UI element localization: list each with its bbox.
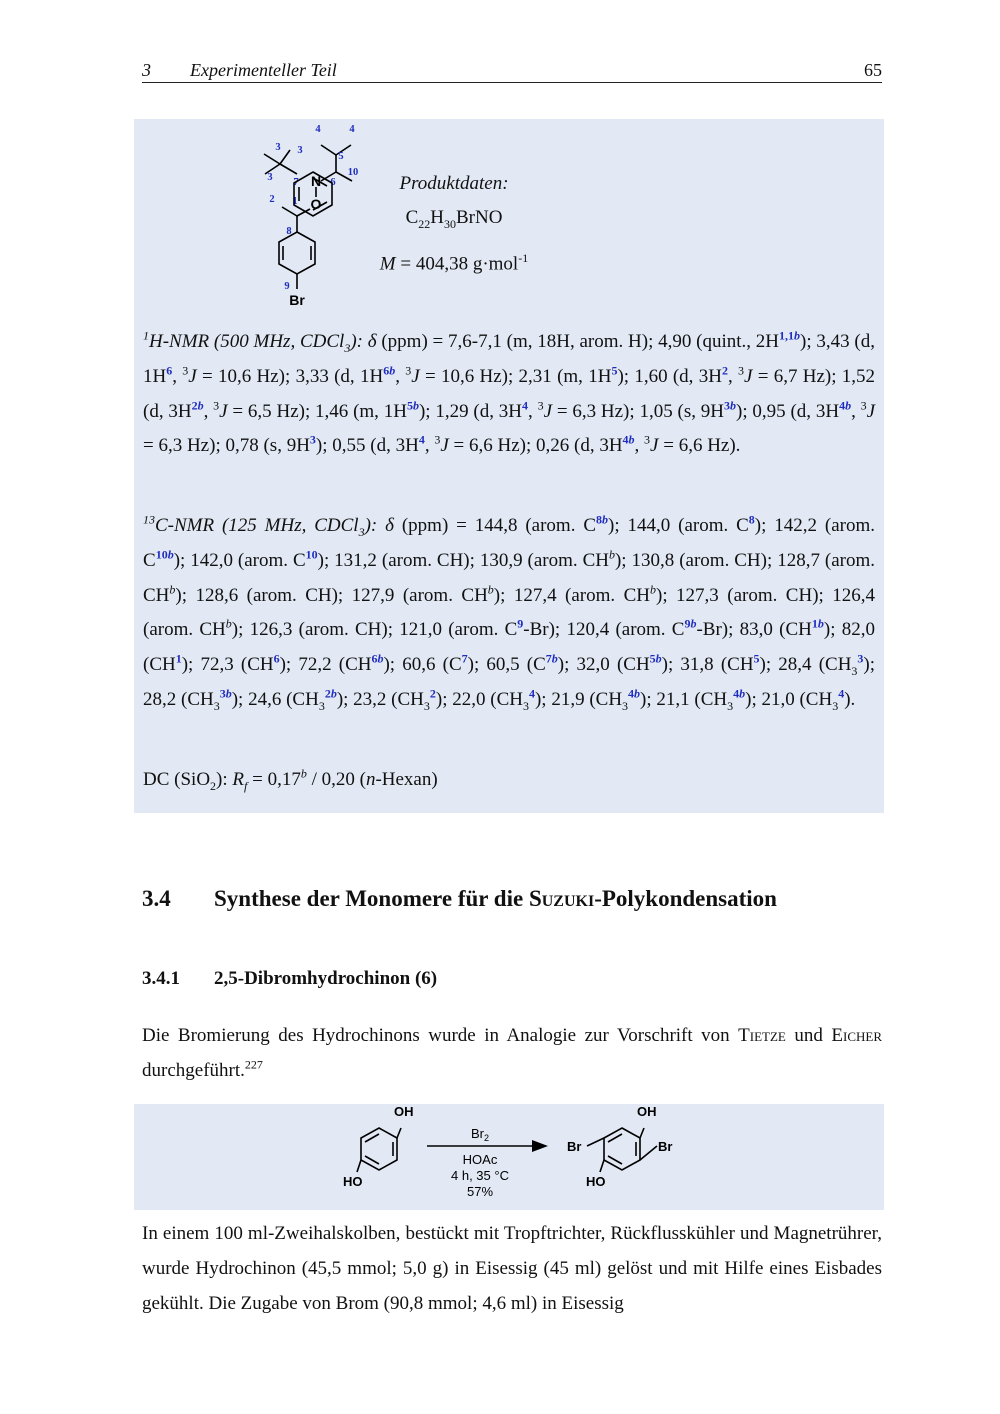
atom-number: 4: [315, 124, 321, 135]
atom-number: 3: [275, 142, 281, 153]
subsection-number: 3.4.1: [142, 968, 180, 989]
c-nmr-paragraph: $^{13}$C-NMR (125 MHz, CDCl$_3$): δ (ppm) = 144,8 (arom. $C^{8b}$); 144,0 (arom. $C^8$); 142,2 (arom. $C^{10b}$); 142,0 (arom. $C^{10}$); 131,2 (arom. CH); 130,9 (arom. $CH^b$); 130,8 (arom. CH); 128,7 (arom. $CH^b$); 128,6 (arom. CH); 127,9 (arom. $CH^b$); 127,4 (arom. $CH^b$); 127,3 (arom. CH); 126,4 (arom. $CH^b$); 126,3 (arom. CH); 121,0 (arom. $C^9-Br$); 120,4 (arom. $C^{9b}-Br$); 83,0 $(CH^{1b})$; 82,0 $(CH^1)$; 72,3 $(CH^6)$; 72,2 $(CH^{6b})$; 60,6 $(C^7)$; 60,5 $(C^{7b})$; 32,0 $(CH^{5b})$; 31,8 $(CH^5)$; 28,4 $(CH_3^3)$; 28,2 $(CH_3^{3b})$; 24,6 $(CH_3^{2b})$; 23,2 $(CH_3^2)$; 22,0 $(CH_3^4)$; 21,9 $(CH_3^{4b})$; 21,1 $(CH_3^{4b})$; 21,0 $(CH_3^4)$.: [143, 512, 876, 713]
atom-number: 5: [338, 151, 344, 162]
atom-number: 3: [297, 145, 303, 156]
label-oh: OH: [637, 1104, 657, 1119]
molecular-formula: $C_{22}H_{30}BrNO$: [405, 207, 503, 231]
atom-number: 6: [330, 177, 336, 188]
atom-number: 1: [292, 196, 298, 207]
product-data-box: [134, 119, 884, 813]
atom-number: 4: [349, 124, 355, 135]
atom-number: 9: [284, 281, 290, 292]
label-ho: HO: [586, 1174, 606, 1189]
running-header: [142, 58, 882, 83]
reagent-top: $Br_2$: [470, 1126, 490, 1143]
phenyl-ring: [288, 169, 338, 219]
chapter-title: Experimenteller Teil: [190, 60, 337, 80]
section-number: 3.4: [142, 886, 171, 911]
label-br: Br: [658, 1139, 673, 1154]
tlc-data: DC (SiO$_2$): $R_f = 0,17^b / 0,20$ (n-Hexan): [143, 766, 438, 793]
arrow-head: [532, 1140, 548, 1152]
chapter-number: 3: [142, 60, 151, 80]
procedure-paragraph: In einem 100 ml-Zweihalskolben, bestückt mit Tropftrichter, Rückflusskühler und Magnetrührer, wurde Hydrochinon (45,5 mmol; 5,0 g) in Eisessig (45 ml) gelöst und mit Hilfe eines Eisbades gekühlt. Die Zugabe von Brom (90,8 mmol; 4,6 ml) in Eisessig: [142, 1223, 882, 1314]
molecule-structure: [192, 119, 359, 319]
subsection-title: 2,5-Dibromhydrochinon (6): [214, 968, 438, 989]
atom-n: N: [310, 173, 322, 189]
label-oh: OH: [394, 1104, 414, 1119]
product-data: [354, 167, 554, 281]
atom-number: 10: [347, 167, 359, 178]
atom-o: O: [310, 196, 322, 212]
section-title: Synthese der Monomere für die Suzuki-Polykondensation: [214, 886, 777, 911]
condition-yield: 57%: [466, 1184, 494, 1199]
molar-mass: M = 404,38 g·mol$^{-1}$: [379, 250, 529, 275]
atom-br: Br: [289, 292, 305, 308]
reaction-scheme: [134, 1104, 884, 1210]
condition-time-temp: 4 h, 35 °C: [451, 1168, 509, 1183]
atom-number: 2: [269, 194, 275, 205]
h-nmr-paragraph: $^1$H-NMR (500 MHz, CDCl$_3$): δ (ppm) = 7,6-7,1 (m, 18H, arom. H); 4,90 (quint., $2H^{1,1b}$); 3,43 (d, $1H^6$, $^3$J = 10,6 Hz); 3,33 (d, $1H^{6b}$, $^3$J = 10,6 Hz); 2,31 (m, $1H^5$); 1,60 (d, $3H^2$, $^3$J = 6,7 Hz); 1,52 (d, $3H^{2b}$, $^3$J = 6,5 Hz); 1,46 (m, $1H^{5b}$); 1,29 (d, $3H^4$, $^3$J = 6,3 Hz); 1,05 (s, $9H^{3b}$); 0,95 (d, $3H^{4b}$, $^3$J = 6,3 Hz); 0,78 (s, $9H^3$); 0,55 (d, $3H^4$, $^3$J = 6,6 Hz); 0,26 (d, $3H^{4b}$, $^3$J = 6,6 Hz).: [143, 328, 876, 457]
intro-paragraph: Die Bromierung des Hydrochinons wurde in Analogie zur Vorschrift von Tietze und Eicher durchgeführt.$^{227}$: [142, 1025, 882, 1081]
page-number: 65: [864, 60, 882, 80]
atom-number: 3: [267, 172, 273, 183]
product-data-title: Produktdaten:: [399, 173, 509, 194]
label-br: Br: [567, 1139, 582, 1154]
label-ho: HO: [343, 1174, 363, 1189]
atom-number: 8: [286, 226, 292, 237]
reaction-svg: [134, 1104, 884, 1210]
atom-number: 7: [293, 177, 299, 188]
reference-number: 227: [244, 1057, 263, 1072]
condition-solvent: HOAc: [462, 1152, 498, 1167]
